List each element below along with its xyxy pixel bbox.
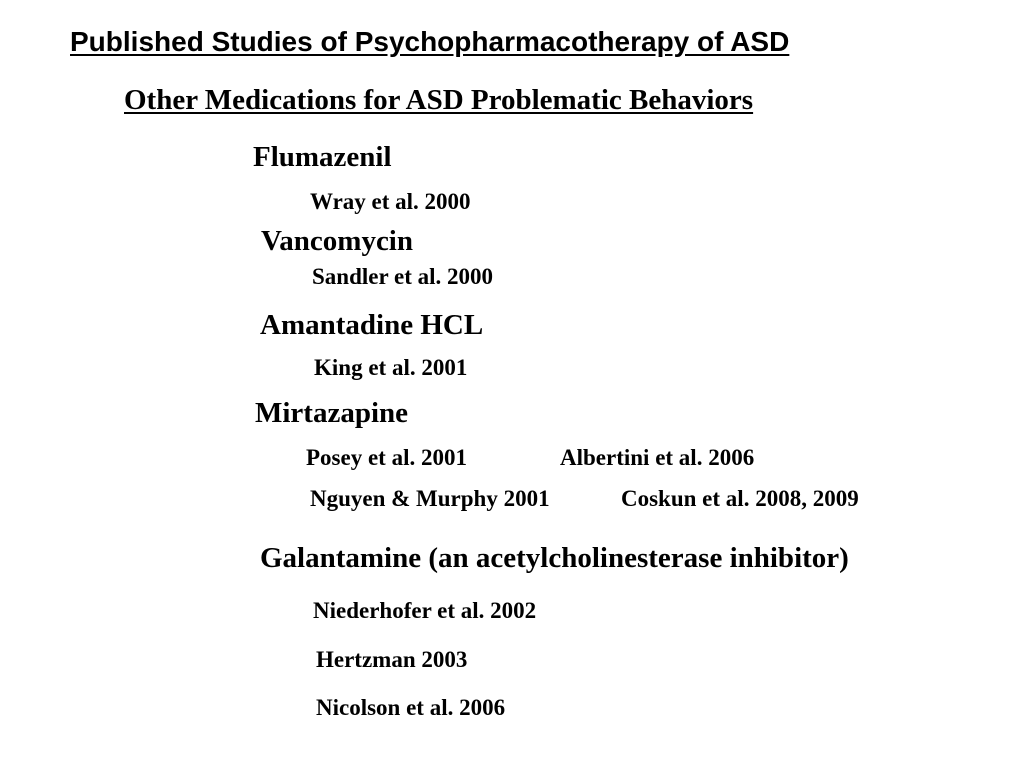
- medication-vancomycin: Vancomycin: [261, 225, 413, 257]
- medication-galantamine: Galantamine (an acetylcholinesterase inhibitor): [260, 542, 849, 574]
- reference-posey-2001: Posey et al. 2001: [306, 445, 467, 470]
- slide-title: Published Studies of Psychopharmacotherapy of ASD: [70, 26, 790, 57]
- reference-sandler-2000: Sandler et al. 2000: [312, 264, 494, 289]
- reference-hertzman-2003: Hertzman 2003: [316, 647, 468, 672]
- reference-albertini-2006: Albertini et al. 2006: [560, 445, 755, 470]
- reference-niederhofer-2002: Niederhofer et al. 2002: [313, 598, 537, 623]
- reference-coskun-2008-2009: Coskun et al. 2008, 2009: [621, 486, 859, 511]
- reference-king-2001: King et al. 2001: [314, 355, 468, 380]
- slide-subtitle: Other Medications for ASD Problematic Behaviors: [124, 84, 754, 116]
- medication-flumazenil: Flumazenil: [253, 141, 392, 173]
- medication-mirtazapine: Mirtazapine: [255, 397, 409, 429]
- medication-amantadine: Amantadine HCL: [260, 309, 484, 341]
- reference-nicolson-2006: Nicolson et al. 2006: [316, 695, 506, 720]
- reference-nguyen-murphy-2001: Nguyen & Murphy 2001: [310, 486, 550, 511]
- reference-wray-2000: Wray et al. 2000: [310, 189, 471, 214]
